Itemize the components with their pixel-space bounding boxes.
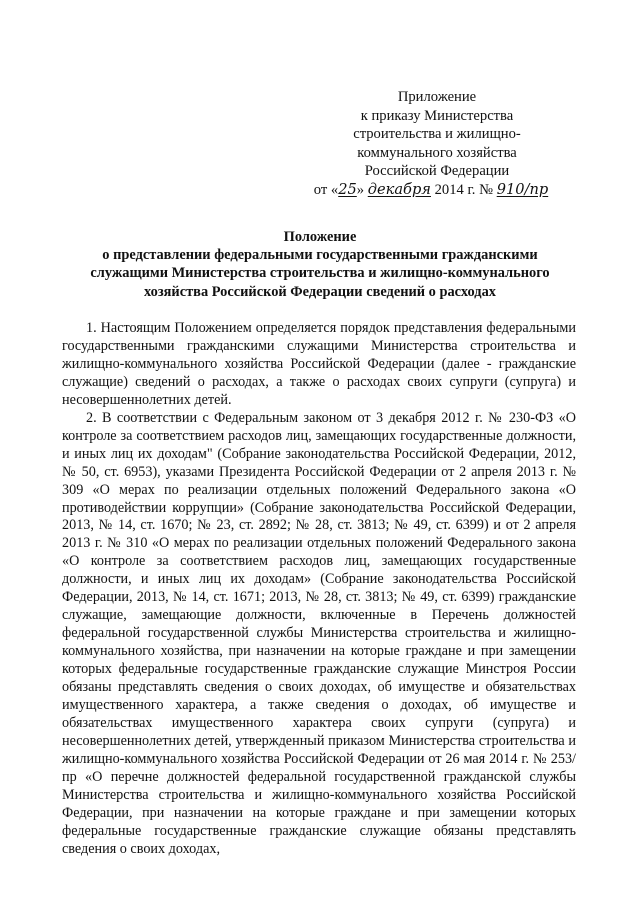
handwritten-order-number: 910/пр <box>496 180 549 198</box>
date-prefix: от « <box>313 181 339 198</box>
paragraph-1: 1. Настоящим Положением определяется порядок представления федеральными государственными гражданскими служащими Министерства строительства и жилищно-коммунального хозяйства Российской Федерации (далее - гражданские служащие) сведений о расходах, а также о расходах своих супруги (супруга) и несовершеннолетних детей. <box>62 320 576 408</box>
order-date-line <box>310 181 552 200</box>
appendix-header <box>313 88 552 199</box>
title-heading: Положение <box>283 229 357 245</box>
appendix-line: Приложение <box>397 89 477 105</box>
handwritten-month: декабря <box>367 180 431 198</box>
appendix-line: к приказу Министерства <box>360 107 514 124</box>
title-line: о представлении федеральными государственными гражданскими <box>102 247 538 264</box>
appendix-line: строительства и жилищно- <box>353 126 521 142</box>
order-year: 2014 г. № <box>434 181 494 198</box>
document-title <box>40 228 600 301</box>
paragraph-2: 2. В соответствии с Федеральным законом от 3 декабря 2012 г. № 230-ФЗ «О контроле за соответствием расходов лиц, замещающих государственные должности, и иных лиц их доходам" (Собрание законодательства Российской Федерации, 2012, № 50, ст. 6953), указами Президента Российской Федерации от 2 апреля 2013 г. № 309 «О мерах по реализации отдельных положений Федерального закона «О противодействии коррупции» (Собрание законодательства Российской Федерации, 2013, № 14, ст. 1670; № 23, ст. 2892; № 28, ст. 3813; № 49, ст. 6399) и от 2 апреля 2013 г. № 310 «О мерах по реализации отдельных положений Федерального закона «О контроле за соответствием расходов лиц, замещающих государственные должности, и иных лиц их доходам» (Собрание законодательства Российской Федерации, 2013, № 14, ст. 1671; 2013, № 28, ст. 3813; № 49, ст. 6399) гражданские служащие, замещающие должности, включенные в Перечень должностей федеральной государственной службы Министерства строительства и жилищно-коммунального хозяйства, при назначении на которые граждане и при замещении которых федеральные государственные гражданские служащие Минстроя России обязаны представлять сведения о своих доходах, об имуществе и обязательствах имущественного характера, а также сведения о доходах, об имуществе и обязательствах имущественного характера своих супруги (супруга) и несовершеннолетних детей, утвержденный приказом Министерства строительства и жилищно-коммунального хозяйства Российской Федерации от 26 мая 2014 г. № 253/пр «О перечне должностей федеральной государственной гражданской службы Министерства строительства и жилищно-коммунального хозяйства Российской Федерации, при назначении на которые граждане и при замещении которых федеральные государственные гражданские служащие обязаны представлять сведения о своих доходах, <box>62 409 576 857</box>
title-line: служащими Министерства строительства и жилищно-коммунального <box>90 265 550 282</box>
document-body <box>62 320 576 859</box>
title-line: хозяйства Российской Федерации сведений о расходах <box>144 283 496 300</box>
appendix-line: коммунального хозяйства <box>357 144 517 161</box>
handwritten-day: 25 <box>338 180 357 198</box>
date-quote-close: » <box>356 181 365 198</box>
appendix-line: Российской Федерации <box>364 163 510 179</box>
